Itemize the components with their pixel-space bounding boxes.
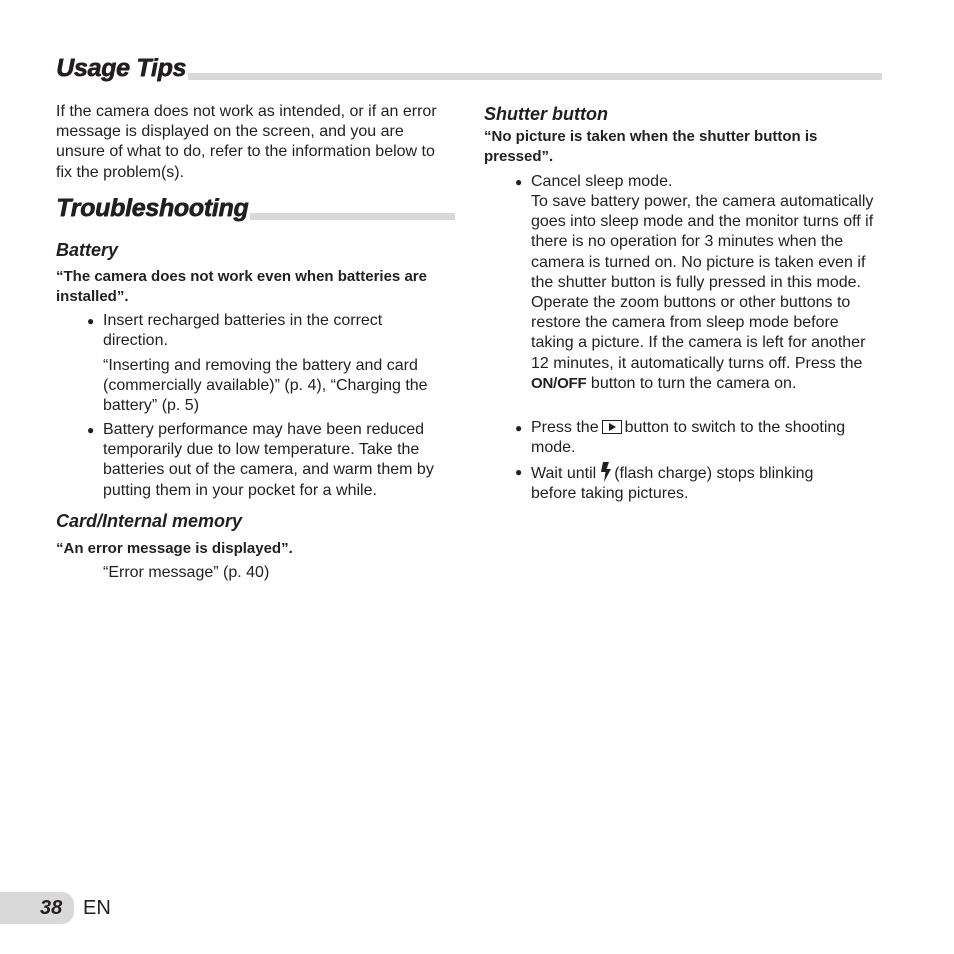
bullet-icon: ●	[515, 421, 523, 435]
bullet-icon: ●	[87, 314, 95, 328]
playback-button-icon	[602, 420, 622, 434]
page-number: 38	[0, 892, 74, 924]
shutter-bullet-1-body	[531, 192, 876, 394]
on-off-button-label: ON/OFF	[531, 374, 587, 392]
battery-heading: Battery	[56, 240, 119, 260]
flash-charge-icon	[600, 462, 612, 482]
battery-bullet-1: Insert recharged batteries in the correct direction.	[103, 312, 383, 350]
usage-tips-intro: If the camera does not work as intended, or if an error message is displayed on the screen, and you are unsure of what to do, refer to the information below to fix the problem(s).	[56, 103, 437, 181]
shutter-bullet-1-title: Cancel sleep mode.	[531, 173, 673, 190]
bullet-icon: ●	[87, 423, 95, 437]
card-memory-reference: “Error message” (p. 40)	[103, 564, 270, 581]
troubleshooting-title: Troubleshooting	[56, 194, 249, 222]
shutter-question: “No picture is taken when the shutter button is pressed”.	[484, 128, 818, 166]
battery-bullet-2: Battery performance may have been reduced temporarily due to low temperature. Take the batteries out of the camera, and warm them by putting them in your pocket for a while.	[103, 421, 434, 499]
shutter-bullet-2-pre: Press the	[531, 419, 599, 436]
battery-bullet-1-reference: “Inserting and removing the battery and card (commercially available)” (p. 4), “Charging the battery” (p. 5)	[103, 357, 428, 415]
usage-tips-title: Usage Tips	[56, 54, 186, 82]
shutter-bullet-1-tail: button to turn the camera on.	[590, 374, 797, 392]
shutter-bullet-2	[531, 418, 876, 458]
card-memory-question: “An error message is displayed”.	[56, 540, 293, 557]
battery-question: “The camera does not work even when batteries are installed”.	[56, 268, 427, 306]
shutter-heading: Shutter button	[484, 104, 608, 124]
language-label: EN	[83, 897, 111, 919]
shutter-bullet-3-post: (flash charge) stops blinking before taking pictures.	[531, 465, 814, 503]
shutter-bullet-3	[531, 462, 861, 504]
bullet-icon: ●	[515, 465, 523, 479]
bullet-icon: ●	[515, 175, 523, 189]
shutter-bullet-2-post: button to switch to the shooting mode.	[531, 419, 846, 457]
shutter-bullet-1-text: To save battery power, the camera automatically goes into sleep mode and the monitor turns off if there is no operation for 3 minutes when the camera is turned on. No picture is taken even if the shutter button is fully pressed in this mode. Operate the zoom buttons or other buttons to restore the camera from sleep mode before taking a picture. If the camera is left for another 12 minutes, it automatically turns off. Press the	[531, 193, 874, 372]
shutter-bullet-3-pre: Wait until	[531, 465, 597, 482]
card-memory-heading: Card/Internal memory	[56, 511, 243, 531]
